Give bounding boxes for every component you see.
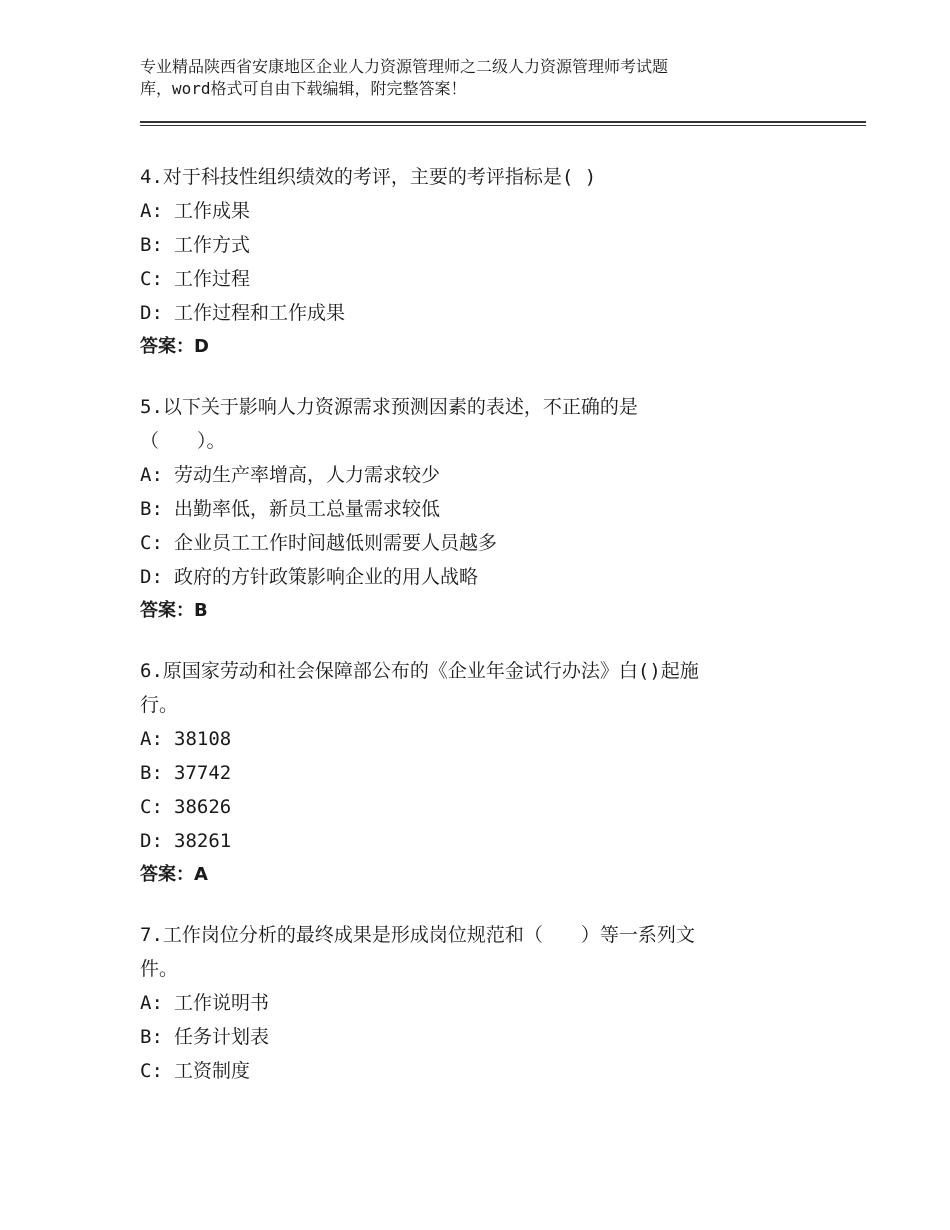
option-key: A: <box>140 992 163 1014</box>
question-text-continued: 件。 <box>140 958 179 980</box>
question-7 <box>140 918 780 1088</box>
header-line-2: 库，word格式可自由下载编辑，附完整答案！ <box>140 79 467 98</box>
option-key: B: <box>140 498 163 520</box>
question-6 <box>140 654 780 892</box>
header-divider <box>140 121 866 126</box>
option-text: 38261 <box>174 830 232 852</box>
option-text: 出勤率低，新员工总量需求较低 <box>174 498 441 520</box>
option-key: C: <box>140 1060 163 1082</box>
option-d <box>140 296 780 330</box>
option-key: B: <box>140 234 163 256</box>
option-key: D: <box>140 302 163 324</box>
option-d <box>140 560 780 594</box>
option-key: C: <box>140 268 163 290</box>
option-c <box>140 790 780 824</box>
option-key: A: <box>140 200 163 222</box>
option-text: 38626 <box>174 796 232 818</box>
option-a <box>140 458 780 492</box>
option-text: 工作说明书 <box>174 992 270 1014</box>
question-text: 5.以下关于影响人力资源需求预测因素的表述，不正确的是 <box>140 396 638 418</box>
question-list <box>140 160 780 1114</box>
option-b <box>140 1020 780 1054</box>
option-b <box>140 492 780 526</box>
option-text: 38108 <box>174 728 232 750</box>
option-text: 工作过程和工作成果 <box>174 302 346 324</box>
option-text: 任务计划表 <box>174 1026 270 1048</box>
option-key: C: <box>140 796 163 818</box>
option-text: 37742 <box>174 762 232 784</box>
header-line-1: 专业精品陕西省安康地区企业人力资源管理师之二级人力资源管理师考试题 <box>140 57 669 76</box>
option-c <box>140 526 780 560</box>
question-5 <box>140 390 780 628</box>
option-b <box>140 756 780 790</box>
option-text: 工资制度 <box>174 1060 251 1082</box>
option-text: 政府的方针政策影响企业的用人战略 <box>174 566 479 588</box>
answer-label: 答案：A <box>140 864 208 885</box>
question-text: 4.对于科技性组织绩效的考评，主要的考评指标是( ) <box>140 166 597 188</box>
option-b <box>140 228 780 262</box>
option-key: B: <box>140 1026 163 1048</box>
option-a <box>140 722 780 756</box>
answer-label: 答案：B <box>140 600 208 621</box>
question-text: 7.工作岗位分析的最终成果是形成岗位规范和（ ）等一系列文 <box>140 924 695 946</box>
question-text-continued: （ ）。 <box>140 430 226 452</box>
option-a <box>140 986 780 1020</box>
option-c <box>140 262 780 296</box>
question-text-continued: 行。 <box>140 694 179 716</box>
option-text: 工作方式 <box>174 234 251 256</box>
option-key: A: <box>140 728 163 750</box>
question-4 <box>140 160 780 364</box>
question-text: 6.原国家劳动和社会保障部公布的《企业年金试行办法》白()起施 <box>140 660 699 682</box>
option-text: 工作成果 <box>174 200 251 222</box>
option-c <box>140 1054 780 1088</box>
document-header <box>140 56 780 100</box>
option-key: B: <box>140 762 163 784</box>
option-key: A: <box>140 464 163 486</box>
option-key: D: <box>140 566 163 588</box>
option-key: C: <box>140 532 163 554</box>
option-text: 企业员工工作时间越低则需要人员越多 <box>174 532 498 554</box>
option-text: 劳动生产率增高，人力需求较少 <box>174 464 441 486</box>
option-text: 工作过程 <box>174 268 251 290</box>
option-key: D: <box>140 830 163 852</box>
option-a <box>140 194 780 228</box>
answer-label: 答案：D <box>140 336 209 357</box>
option-d <box>140 824 780 858</box>
